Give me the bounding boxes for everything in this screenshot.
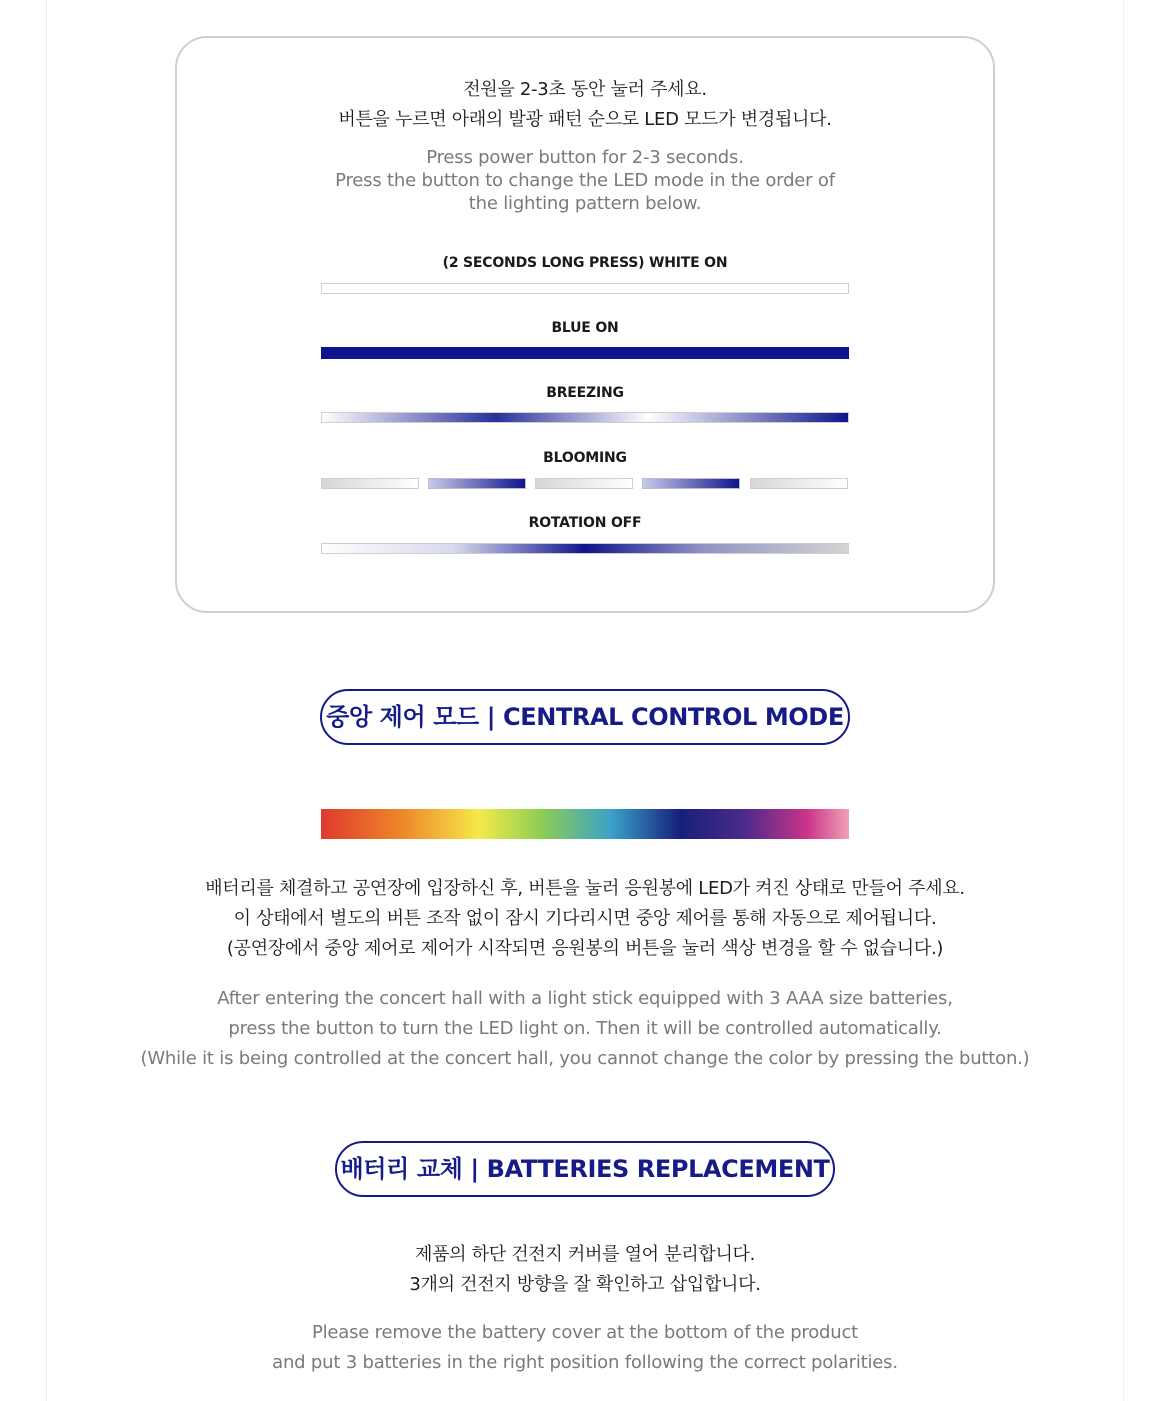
central-control-ko-line2: 이 상태에서 별도의 버튼 조작 없이 잠시 기다리시면 중앙 제어를 통해 자동으로 제어됩니다. (233, 908, 937, 929)
batteries-title: 배터리 교체 | BATTERIES REPLACEMENT (335, 1141, 835, 1197)
central-control-en-line2: press the button to turn the LED light on. Then it will be controlled automatically. (228, 1018, 942, 1039)
led-bar-blooming-segment (535, 478, 633, 489)
batteries-en-line2: and put 3 batteries in the right position following the correct polarities. (272, 1352, 898, 1373)
instructions-ko-line1: 전원을 2-3초 동안 눌러 주세요. (463, 79, 707, 100)
central-control-ko (80, 874, 1090, 964)
batteries-ko-line2: 3개의 건전지 방향을 잘 확인하고 삽입합니다. (409, 1274, 761, 1295)
led-bar-rotation-off (321, 543, 849, 554)
instructions-en-line1: Press power button for 2-3 seconds. (426, 147, 744, 168)
central-control-en-line3: (While it is being controlled at the concert hall, you cannot change the color by pressing the button.) (140, 1048, 1030, 1069)
led-bar-blooming-segment (321, 478, 419, 489)
central-control-ko-line3: (공연장에서 중앙 제어로 제어가 시작되면 응원봉의 버튼을 눌러 색상 변경을 할 수 없습니다.) (226, 938, 944, 959)
instructions-en-line2: Press the button to change the LED mode in the order of (335, 170, 835, 191)
led-bar-breezing (321, 412, 849, 423)
batteries-ko-line1: 제품의 하단 건전지 커버를 열어 분리합니다. (414, 1244, 756, 1265)
central-control-en-line1: After entering the concert hall with a light stick equipped with 3 AAA size batteries, (217, 988, 953, 1009)
instructions-en (175, 146, 995, 215)
mode-label-white-on: (2 SECONDS LONG PRESS) WHITE ON (442, 255, 728, 271)
led-bar-blue-on (321, 347, 849, 359)
batteries-en (80, 1318, 1090, 1378)
led-bar-white-on (321, 283, 849, 294)
instructions-en-line3: the lighting pattern below. (468, 193, 702, 214)
mode-label-breezing: BREEZING (546, 385, 624, 401)
instructions-ko (175, 75, 995, 135)
batteries-en-line1: Please remove the battery cover at the bottom of the product (311, 1322, 859, 1343)
mode-label-rotation-off: ROTATION OFF (528, 515, 642, 531)
led-bar-blooming-segment (642, 478, 740, 489)
led-bar-blooming-segment (750, 478, 848, 489)
central-control-en (80, 984, 1090, 1074)
rainbow-led-bar (321, 809, 849, 839)
central-control-ko-line1: 배터리를 체결하고 공연장에 입장하신 후, 버튼을 눌러 응원봉에 LED가 켜진 상태로 만들어 주세요. (205, 878, 965, 899)
batteries-ko (80, 1240, 1090, 1300)
instructions-ko-line2: 버튼을 누르면 아래의 발광 패턴 순으로 LED 모드가 변경됩니다. (338, 109, 832, 130)
led-bar-blooming-segment (428, 478, 526, 489)
mode-label-blooming: BLOOMING (543, 450, 627, 466)
mode-label-blue-on: BLUE ON (551, 320, 619, 336)
central-control-title: 중앙 제어 모드 | CENTRAL CONTROL MODE (320, 689, 850, 745)
